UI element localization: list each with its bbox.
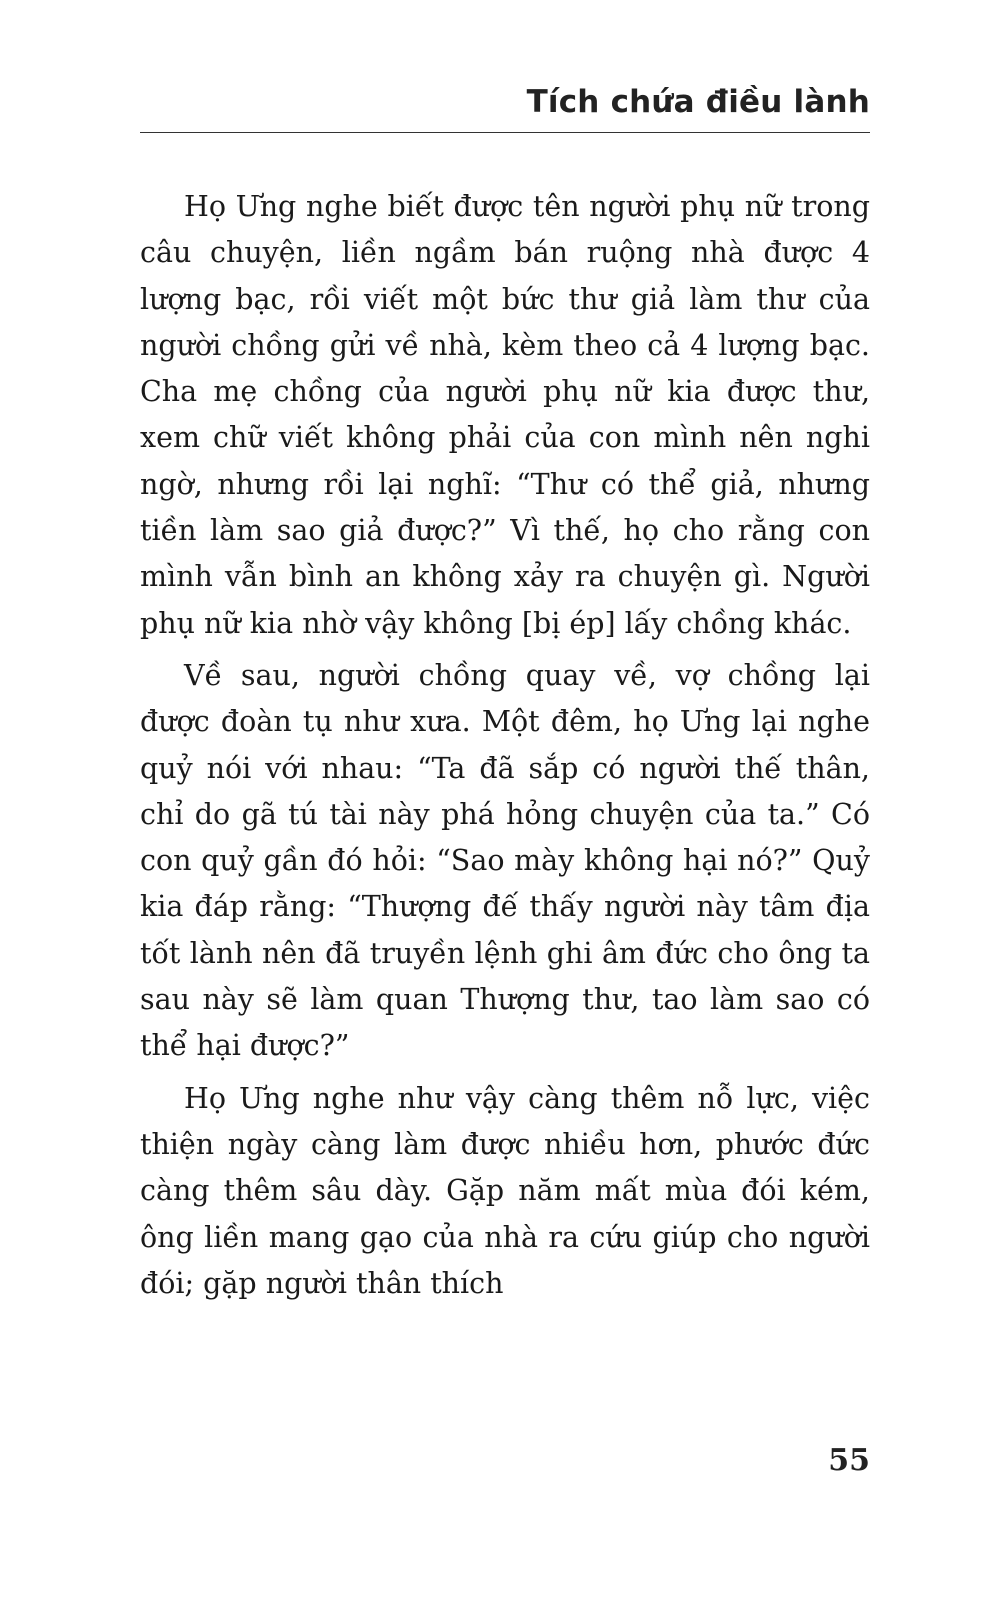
paragraph-1: Họ Ưng nghe biết được tên người phụ nữ trong câu chuyện, liền ngầm bán ruộng nhà được 4 lượng bạc, rồi viết một bức thư giả làm thư của người chồng gửi về nhà, kèm theo cả 4 lượng bạc. Cha mẹ chồng của người phụ nữ kia được thư, xem chữ viết không phải của con mình nên nghi ngờ, nhưng rồi lại nghĩ: “Thư có thể giả, nhưng tiền làm sao giả được?” Vì thế, họ cho rằng con mình vẫn bình an không xảy ra chuyện gì. Người phụ nữ kia nhờ vậy không [bị ép] lấy chồng khác. [140,190,870,640]
body-text [140,184,870,1307]
running-header-title: Tích chứa điều lành [526,84,870,120]
paragraph-2: Về sau, người chồng quay về, vợ chồng lại được đoàn tụ như xưa. Một đêm, họ Ưng lại nghe quỷ nói với nhau: “Ta đã sắp có người thế thân, chỉ do gã tú tài này phá hỏng chuyện của ta.” Có con quỷ gần đó hỏi: “Sao mày không hại nó?” Quỷ kia đáp rằng: “Thượng đế thấy người này tâm địa tốt lành nên đã truyền lệnh ghi âm đức cho ông ta sau này sẽ làm quan Thượng thư, tao làm sao có thể hại được?” [140,658,870,1063]
header-divider [140,132,870,133]
page-number: 55 [828,1443,870,1478]
paragraph-3: Họ Ưng nghe như vậy càng thêm nỗ lực, việc thiện ngày càng làm được nhiều hơn, phước đức càng thêm sâu dày. Gặp năm mất mùa đói kém, ông liền mang gạo của nhà ra cứu giúp cho người đói; gặp người thân thích [140,1081,870,1300]
